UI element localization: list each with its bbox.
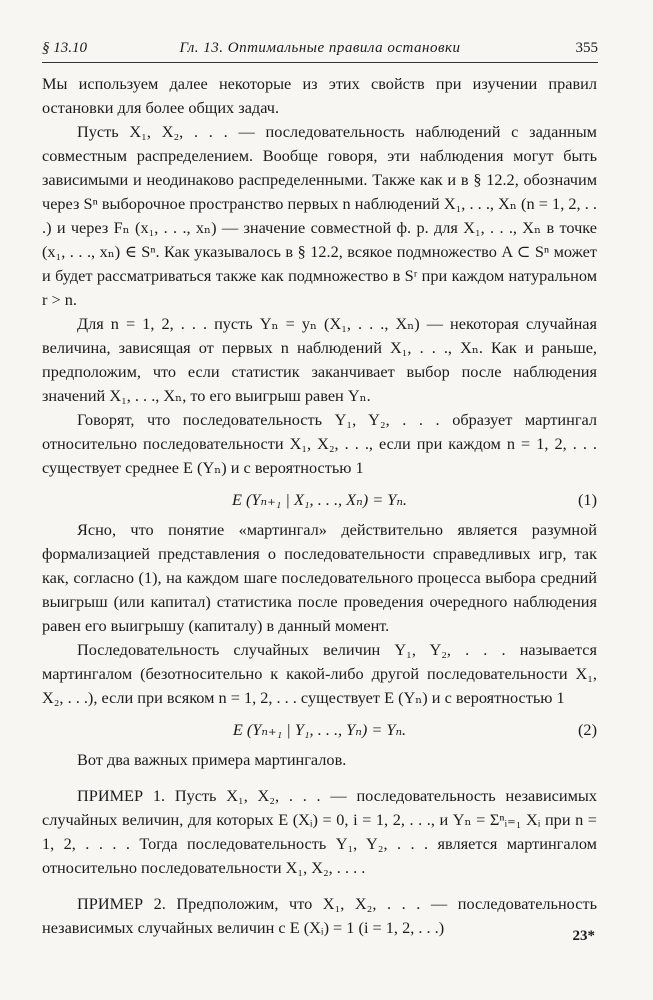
paragraph: Последовательность случайных величин Y₁, Y₂, . . . называется мартингалом (безотносительно к какой-либо другой последовательности X₁, X₂, . . .), если при всяком n = 1, 2, . . . существует E (Yₙ) и с вероятностью 1 [42, 640, 597, 707]
paragraph: Пусть X₁, X₂, . . . — последовательность наблюдений с заданным совместным распределением. Вообще говоря, эти наблюдения могут быть зависимыми и неодинаково распределенными. Также как и в § 12.2, обозначим через Sⁿ выборочное пространство первых n наблюдений X₁, . . ., Xₙ (n = 1, 2, . . .) и через Fₙ (x₁, . . ., xₙ) — значение совместной ф. р. для X₁, . . ., Xₙ в точке (x₁, . . ., xₙ) ∈ Sⁿ. Как указывалось в § 12.2, всякое подмножество A ⊂ Sⁿ может и будет рассматриваться также как подмножество в Sʳ при каждом натуральном r > n. [42, 122, 597, 309]
equation-number: (2) [578, 720, 597, 739]
equation-2 [42, 718, 597, 742]
chapter-title: Гл. 13. Оптимальные правила остановки [179, 40, 461, 56]
equation-1 [42, 488, 597, 512]
example-2: ПРИМЕР 2. Предположим, что X₁, X₂, . . . — последовательность независимых случайных величин с E (Xᵢ) = 1 (i = 1, 2, . . .) [42, 894, 597, 937]
paragraph: Вот два важных примера мартингалов. [77, 750, 347, 769]
example-1: ПРИМЕР 1. Пусть X₁, X₂, . . . — последовательность независимых случайных величин, для которых E (Xᵢ) = 0, i = 1, 2, . . ., и Yₙ = Σⁿᵢ₌₁ Xᵢ при n = 1, 2, . . . . Тогда последовательность Y₁, Y₂, . . . является мартингалом относительно последовательности X₁, X₂, . . . . [42, 786, 597, 877]
signature-mark: 23* [572, 928, 595, 944]
section-number: § 13.10 [42, 40, 87, 56]
equation-text: E (Yₙ₊₁ | X₁, . . ., Xₙ) = Yₙ. [231, 490, 407, 509]
equation-text: E (Yₙ₊₁ | Y₁, . . ., Yₙ) = Yₙ. [232, 720, 407, 739]
paragraph: Мы используем далее некоторые из этих свойств при изучении правил остановки для более общих задач. [42, 74, 597, 117]
paragraph: Ясно, что понятие «мартингал» действительно является разумной формализацией представления о последовательности справедливых игр, так как, согласно (1), на каждом шаге последовательного процесса выбора средний выигрыш (или капитал) статистика после проведения очередного наблюдения равен его выигрышу (капиталу) в данный момент. [42, 520, 597, 635]
paragraph: Для n = 1, 2, . . . пусть Yₙ = yₙ (X₁, . . ., Xₙ) — некоторая случайная величина, зависящая от первых n наблюдений X₁, . . ., Xₙ. Как и раньше, предположим, что если статистик заканчивает выбор после наблюдения значений X₁, . . ., Xₙ, то его выигрыш равен Yₙ. [42, 314, 597, 405]
running-header [42, 40, 598, 64]
header-rule [42, 62, 598, 63]
page-body [42, 72, 597, 940]
equation-number: (1) [578, 490, 597, 509]
paragraph: Говорят, что последовательность Y₁, Y₂, . . . образует мартингал относительно последовательности X₁, X₂, . . ., если при каждом n = 1, 2, . . . существует среднее E (Yₙ) и с вероятностью 1 [42, 410, 597, 477]
page-number: 355 [575, 40, 598, 56]
